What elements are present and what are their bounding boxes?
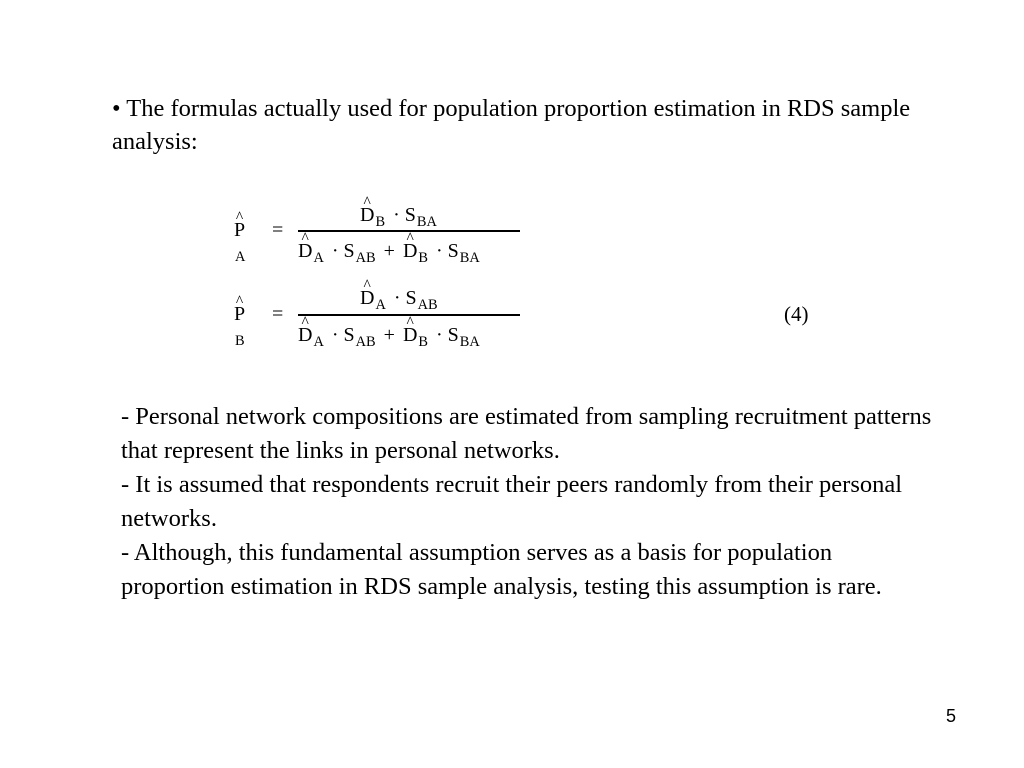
- d-hat-symbol: ^ D: [403, 241, 417, 261]
- equation-number: (4): [784, 302, 809, 326]
- formula-pa-numerator: ^ $D_B \cdot S_{BA}$: [360, 205, 437, 225]
- p-hat-symbol: ^ P: [234, 220, 245, 240]
- formula-pb-equals: =: [272, 303, 284, 325]
- d-hat-symbol: ^ D: [360, 205, 374, 225]
- s-symbol: S: [343, 324, 355, 346]
- notes-list: [121, 400, 941, 604]
- formula-pb-lhs-sub: B: [235, 332, 245, 349]
- s-symbol: S: [447, 240, 459, 262]
- s-symbol: S: [343, 240, 355, 262]
- d-hat-symbol: ^ D: [360, 288, 374, 308]
- bullet-glyph: •: [112, 95, 121, 122]
- formula-pa-lhs-sub: A: [235, 248, 246, 265]
- note-item: - Personal network compositions are estimated from sampling recruitment patterns that represent the links in personal networks.: [121, 403, 932, 464]
- formula-pb-denominator: ^ $D_A \cdot S_{AB}$ +^ $D_B \cdot S_{BA}$: [298, 325, 480, 345]
- intro-text: The formulas actually used for population proportion estimation in RDS sample analysis:: [112, 95, 911, 155]
- formula-pa-equals: =: [272, 219, 284, 241]
- s-symbol: S: [404, 204, 416, 226]
- note-item: - Although, this fundamental assumption serves as a basis for population proportion estimation in RDS sample analysis, testing this assumption is rare.: [121, 539, 882, 600]
- d-hat-symbol: ^ D: [403, 325, 417, 345]
- s-symbol: S: [405, 287, 417, 309]
- formula-pa-denominator: ^ $D_A \cdot S_{AB}$ +^ $D_B \cdot S_{BA}$: [298, 241, 480, 261]
- formula-pb-numerator: ^ $D_A \cdot S_{AB}$: [360, 288, 438, 308]
- note-item: - It is assumed that respondents recruit their peers randomly from their personal networks.: [121, 471, 903, 532]
- intro-paragraph: [112, 92, 932, 158]
- p-hat-symbol: ^ P: [234, 304, 245, 324]
- d-hat-symbol: ^ D: [298, 241, 312, 261]
- d-hat-symbol: ^ D: [298, 325, 312, 345]
- page-number: 5: [946, 706, 957, 726]
- s-symbol: S: [447, 324, 459, 346]
- formula-pa-lhs: [234, 219, 246, 265]
- formula-pb-lhs: [234, 303, 246, 349]
